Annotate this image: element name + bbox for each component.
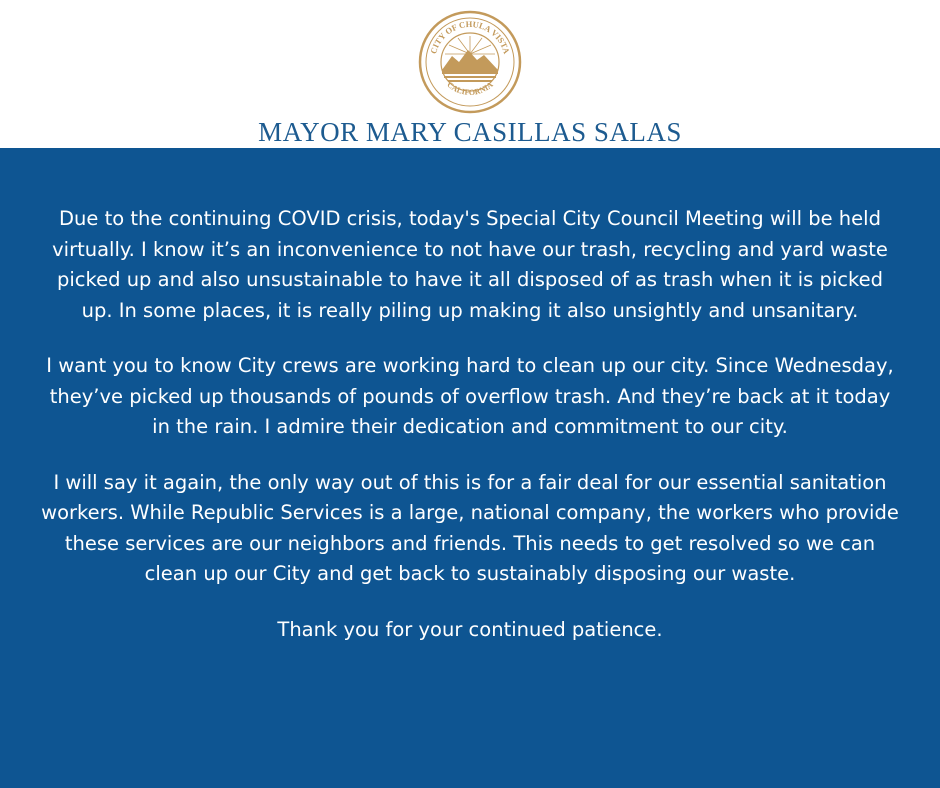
- seal-text-bottom: CALIFORNIA: [445, 79, 495, 98]
- paragraph-thank-you: Thank you for your continued patience.: [277, 617, 663, 641]
- paragraph-fair-deal: I will say it again, the only way out of this is for a fair deal for our essential sanitation workers. While Republic Services is a large, national company, the workers who provide these services are our neighbors and friends. This needs to get resolved so we can clean up our City and get back to sustainably disposing our waste.: [41, 470, 899, 585]
- statement-panel: [0, 148, 940, 788]
- svg-text:CALIFORNIA: [445, 80, 495, 97]
- statement-body: [40, 204, 900, 670]
- header: [0, 0, 940, 148]
- page-title: MAYOR MARY CASILLAS SALAS: [258, 117, 682, 147]
- paragraph-city-crews: I want you to know City crews are working hard to clean up our city. Since Wednesday, they’ve picked up thousands of pounds of overflow trash. And they’re back at it today in the rain. I admire their dedication and commitment to our city.: [46, 354, 894, 438]
- paragraph-covid-meeting: Due to the continuing COVID crisis, today's Special City Council Meeting will be held virtually. I know it’s an inconvenience to not have our trash, recycling and yard waste picked up and also unsustainable to have it all disposed of as trash when it is picked up. In some places, it is really piling up making it also unsightly and unsanitary.: [52, 207, 888, 322]
- seal-text-top: CITY OF CHULA VISTA: [428, 18, 512, 55]
- city-seal-logo: [418, 10, 522, 114]
